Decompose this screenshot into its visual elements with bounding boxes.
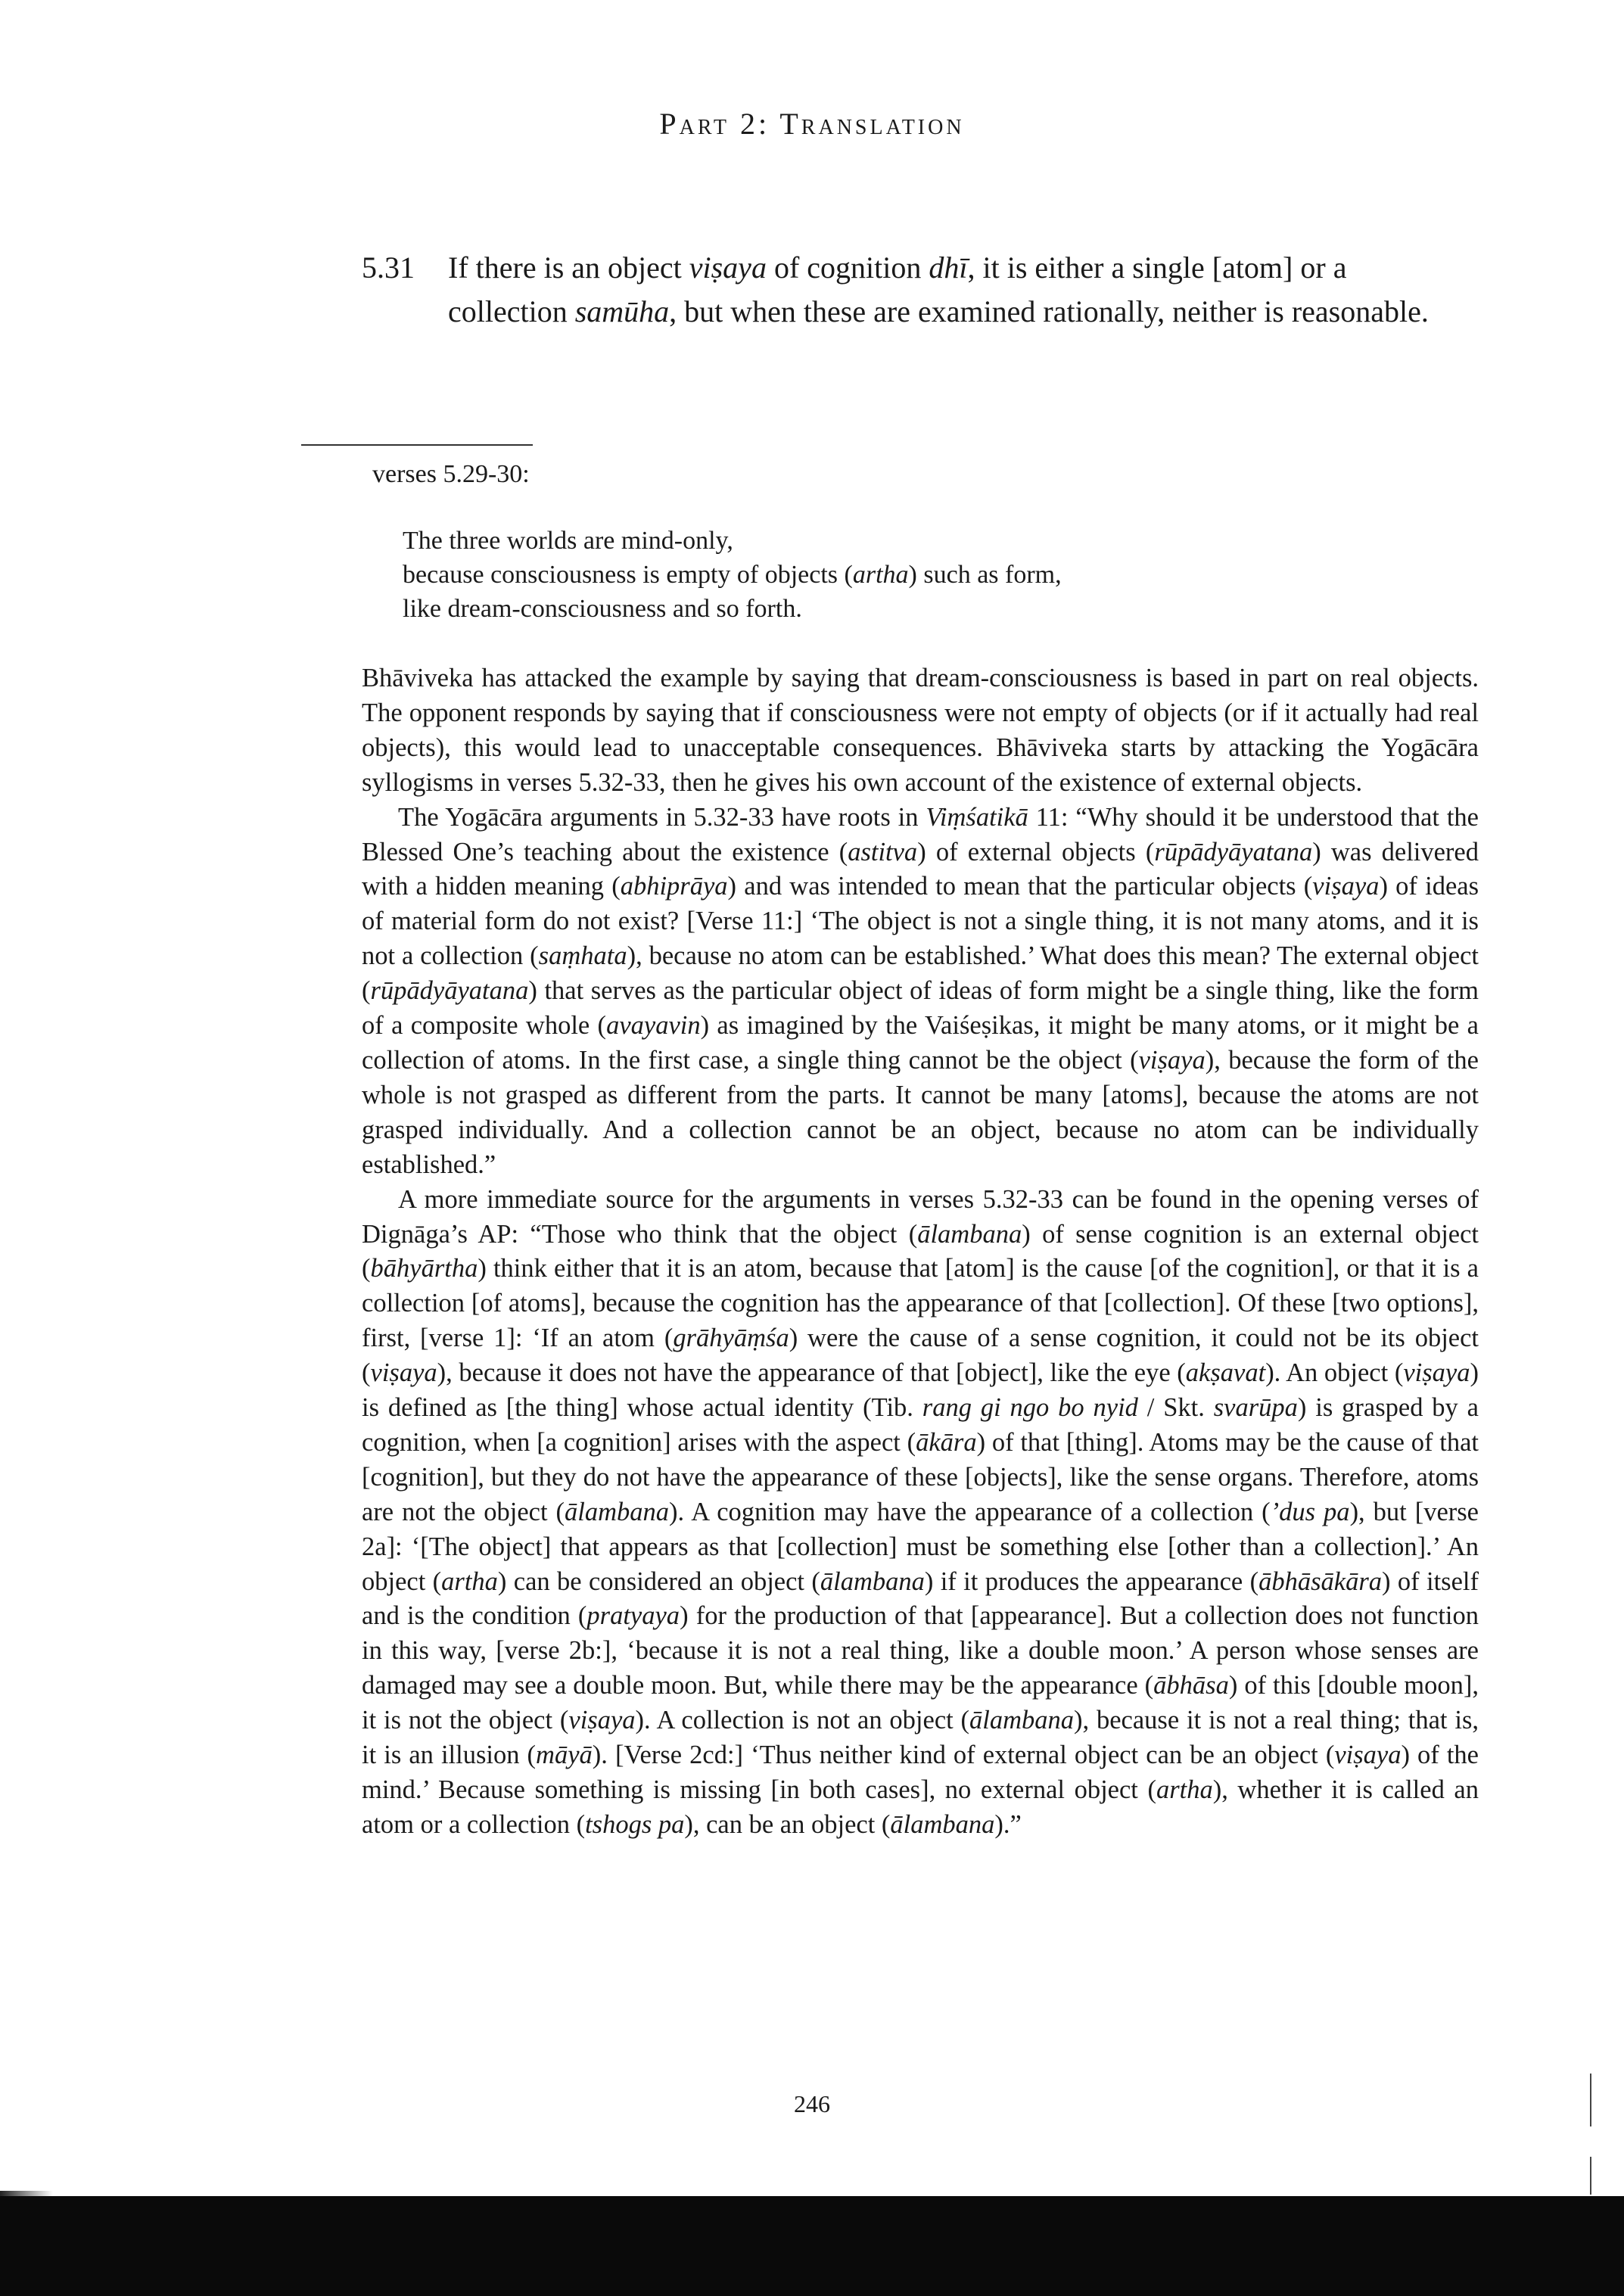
footnote-rule: [301, 444, 533, 446]
quoted-verse: [403, 524, 1062, 626]
scan-bottom-border: [0, 2196, 1624, 2296]
text-run: ) were the cause of a sense cognition, it could not be its object (: [362, 1324, 1479, 1388]
text-run: ) as imagined by the Vaiśeṣikas, it might be many atoms, or it might be a collection of atoms. In the first case, a single thing cannot be the object (: [362, 1011, 1479, 1075]
text-run: 11: “Why should it be understood that the Blessed One’s teaching about the existence (: [362, 802, 1479, 866]
text-run: ) of this [double moon], it is not the object (: [362, 1671, 1479, 1735]
italic-term: ālambana: [890, 1809, 995, 1839]
text-run: The three worlds are mind-only,: [403, 527, 733, 555]
italic-term: pratyaya: [586, 1601, 680, 1631]
text-run: ). [Verse 2cd:] ‘Thus neither kind of external object can be an object (: [592, 1741, 1335, 1770]
italic-term: ālambana: [917, 1219, 1022, 1249]
running-header: Part 2: Translation: [659, 107, 965, 141]
italic-term: ’dus pa: [1270, 1497, 1350, 1526]
italic-term: rang gi ngo bo nyid: [922, 1393, 1138, 1423]
commentary-body: [362, 661, 1479, 1843]
text-run: ) can be considered an object (: [497, 1566, 820, 1596]
italic-term: viṣaya: [1334, 1741, 1402, 1770]
quoted-verse-line: [403, 558, 1062, 592]
commentary-paragraph: [362, 801, 1479, 1183]
text-run: ) of ideas of material form do not exist? [Verse 11:] ‘The object is not a single thing, it is not many atoms, and it is not a collection (: [362, 872, 1479, 971]
scan-margin-mark: [1590, 2074, 1591, 2126]
italic-term: rūpādyāyatana: [1154, 837, 1313, 866]
text-run: , but when these are examined rationally, neither is reasonable.: [669, 294, 1429, 328]
italic-term: viṣaya: [689, 250, 767, 285]
italic-term: viṣaya: [1403, 1358, 1470, 1388]
text-run: , it is either a single [atom] or a collection: [448, 250, 1347, 328]
italic-term: ālambana: [565, 1497, 670, 1526]
italic-term: ākāra: [916, 1427, 977, 1457]
italic-term: viṣaya: [1138, 1045, 1206, 1075]
text-run: ) was delivered with a hidden meaning (: [362, 837, 1479, 901]
italic-term: abhiprāya: [620, 872, 728, 901]
text-run: ), because it does not have the appearance of that [object], like the eye (: [437, 1358, 1186, 1388]
italic-term: akṣavat: [1185, 1358, 1266, 1388]
text-run: ), because the form of the whole is not grasped as different from the parts. It cannot be many [atoms], because the atoms are not grasped individually. And a collection cannot be an object, because no atom can be individually established.”: [362, 1045, 1479, 1179]
verse-text: [448, 246, 1451, 334]
text-run: ) if it produces the appearance (: [924, 1566, 1259, 1596]
italic-term: dhī: [929, 250, 968, 285]
text-run: ) that serves as the particular object of ideas of form might be a single thing, like the form of a composite whole (: [362, 976, 1479, 1041]
italic-term: avayavin: [606, 1011, 701, 1041]
italic-term: astitva: [848, 837, 918, 866]
text-run: ) and was intended to mean that the particular objects (: [727, 872, 1313, 901]
verse-number: 5.31: [362, 250, 415, 285]
text-run: ), because it is not a real thing; that is, it is an illusion (: [362, 1706, 1479, 1770]
italic-term: artha: [441, 1566, 498, 1596]
italic-term: rūpādyāyatana: [370, 976, 529, 1006]
text-run: because consciousness is empty of objects (: [403, 561, 853, 589]
italic-term: ālambana: [820, 1566, 925, 1596]
verse-5-31: [362, 246, 1451, 334]
italic-term: grāhyāṃśa: [673, 1324, 789, 1353]
text-run: ).”: [994, 1809, 1022, 1839]
quoted-verse-line: [403, 524, 1062, 558]
text-run: ) is grasped by a cognition, when [a cognition] arises with the aspect (: [362, 1393, 1479, 1457]
commentary-paragraph: [362, 661, 1479, 801]
italic-term: saṃhata: [538, 941, 627, 971]
text-run: ) for the production of that [appearance]. But a collection does not function in this way, [verse 2b:], ‘because it is not a real thing, like a double moon.’ A person whose senses are damaged may see a double moon. But, while there may be the appearance (: [362, 1601, 1479, 1700]
italic-term: artha: [1156, 1775, 1213, 1804]
italic-term: svarūpa: [1213, 1393, 1298, 1423]
italic-term: tshogs pa: [585, 1809, 685, 1839]
text-run: ) of sense cognition is an external object (: [362, 1219, 1479, 1283]
italic-term: viṣaya: [1312, 872, 1380, 901]
text-run: ). A collection is not an object (: [635, 1706, 970, 1735]
text-run: ). An object (: [1265, 1358, 1404, 1388]
text-run: ) of external objects (: [917, 837, 1155, 866]
italic-term: ābhāsākāra: [1258, 1566, 1383, 1596]
text-run: ), but [verse 2a]: ‘[The object] that appears as that [collection] must be something else [other than a collection].’ An object (: [362, 1497, 1479, 1596]
text-run: ) such as form,: [908, 561, 1062, 589]
italic-term: viṣaya: [370, 1358, 437, 1388]
italic-term: viṣaya: [568, 1706, 636, 1735]
italic-term: samūha: [574, 294, 670, 328]
text-run: A more immediate source for the arguments in verses 5.32-33 can be found in the opening verses of Dignāga’s AP: “Those who think that the object (: [362, 1184, 1479, 1249]
text-run: Bhāviveka has attacked the example by saying that dream-consciousness is based in part on real objects. The opponent responds by saying that if consciousness were not empty of objects (or if it actually had real objects), this would lead to unacceptable consequences. Bhāviveka starts by attacking the Yogācāra syllogisms in verses 5.32-33, then he gives his own account of the existence of external objects.: [362, 664, 1479, 797]
italic-term: Viṃśatikā: [926, 802, 1028, 832]
italic-term: artha: [852, 561, 909, 589]
text-run: If there is an object: [448, 250, 689, 285]
text-run: The Yogācāra arguments in 5.32-33 have roots in: [398, 802, 926, 832]
text-run: ) is defined as [the thing] whose actual identity (Tib.: [362, 1358, 1479, 1423]
text-run: ). A cognition may have the appearance of a collection (: [669, 1497, 1271, 1526]
text-run: ) of itself and is the condition (: [362, 1566, 1479, 1631]
footnote-label: verses 5.29-30:: [372, 460, 530, 488]
text-run: ), can be an object (: [684, 1809, 891, 1839]
page-number: 246: [794, 2090, 830, 2117]
italic-term: māyā: [536, 1741, 593, 1770]
italic-term: bāhyārtha: [370, 1254, 478, 1283]
scan-margin-mark: [1590, 2157, 1591, 2195]
text-run: ), whether it is called an atom or a collection (: [362, 1775, 1479, 1839]
text-run: ) of the mind.’ Because something is missing [in both cases], no external object (: [362, 1741, 1479, 1804]
text-run: / Skt.: [1137, 1393, 1214, 1423]
text-run: of cognition: [766, 250, 929, 285]
italic-term: ālambana: [969, 1706, 1075, 1735]
text-run: ) of that [thing]. Atoms may be the cause of that [cognition], but they do not have the appearance of these [objects], like the sense organs. Therefore, atoms are not the object (: [362, 1427, 1479, 1526]
italic-term: ābhāsa: [1153, 1671, 1229, 1700]
text-run: ), because no atom can be established.’ What does this mean? The external object (: [362, 941, 1479, 1006]
commentary-paragraph: [362, 1183, 1479, 1843]
text-run: ) think either that it is an atom, because that [atom] is the cause [of the cognition], or that it is a collection [of atoms], because the cognition has the appearance of that [collection]. Of these [two options], first, [verse 1]: ‘If an atom (: [362, 1254, 1479, 1353]
quoted-verse-line: [403, 592, 1062, 626]
text-run: like dream-consciousness and so forth.: [403, 595, 802, 623]
